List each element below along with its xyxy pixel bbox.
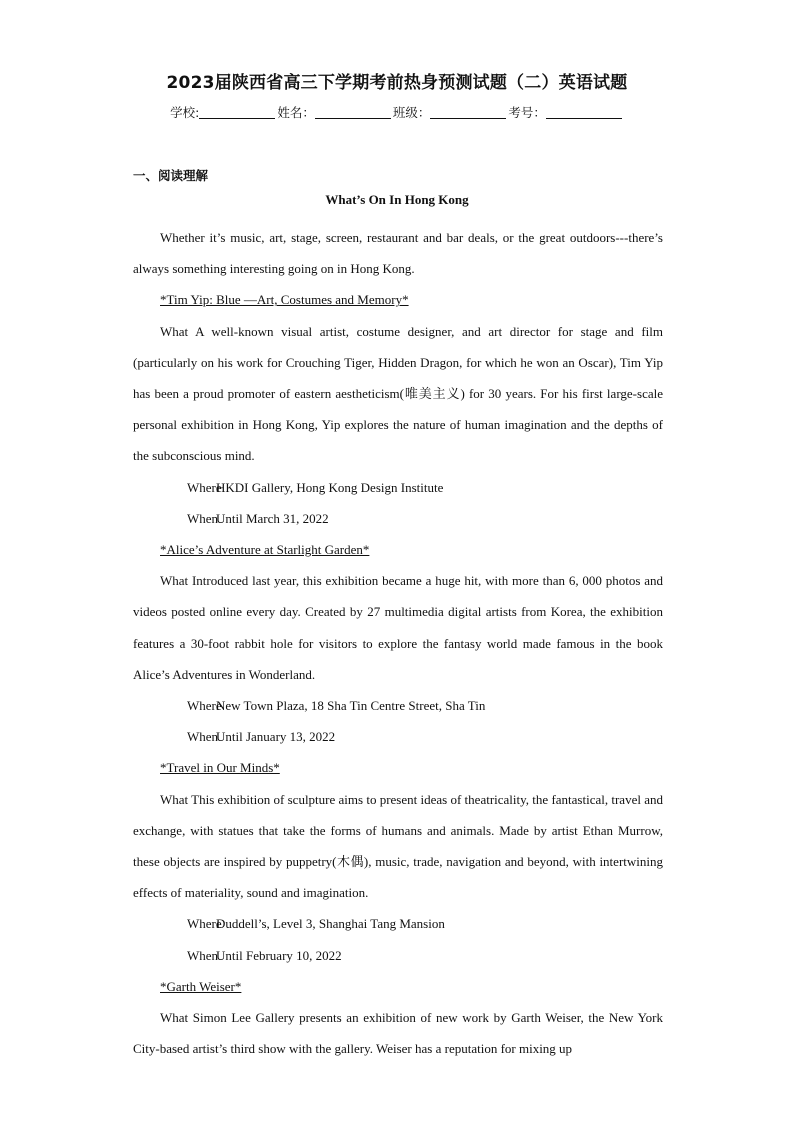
school-label: 学校: bbox=[170, 105, 200, 120]
exhibition-description: What A well-known visual artist, costume designer, and art director for stage and film (particularly on his work for Crouching Tiger, Hidden Dragon, for which he won an Oscar), Tim Yip has been a proud promoter of eastern aestheticism(唯美主义) for 30 years. For his first large-scale personal exhibition in Hong Kong, Yip explores the nature of human imagination and the depths of the subconscious mind. bbox=[133, 323, 663, 464]
exhibition-title: *Garth Weiser* bbox=[160, 978, 242, 994]
exhibition-where bbox=[133, 908, 663, 939]
exhibition-when bbox=[133, 940, 663, 971]
name-label: 姓名： bbox=[277, 105, 315, 120]
class-blank bbox=[430, 118, 506, 119]
where-value: Duddell’s, Level 3, Shanghai Tang Mansion bbox=[216, 916, 445, 932]
where-label: Where bbox=[187, 698, 222, 714]
class-label: 班级： bbox=[392, 105, 431, 120]
when-label: When bbox=[187, 510, 219, 526]
exhibition-description: What This exhibition of sculpture aims to present ideas of theatricality, the fantastical, travel and exchange, with statues that take the forms of humans and animals. Made by artist Ethan Murrow, these objects are inspired by puppetry(木偶), music, trade, navigation and beyond, with intertwining effects of materiality, sound and imagination. bbox=[133, 791, 663, 901]
exhibition-where bbox=[133, 690, 663, 721]
exhibition-where bbox=[133, 472, 663, 503]
exhibition-when bbox=[133, 721, 663, 752]
section-heading: 一、阅读理解 bbox=[133, 168, 209, 183]
where-value: New Town Plaza, 18 Sha Tin Centre Street, Sha Tin bbox=[216, 698, 486, 714]
school-blank bbox=[199, 118, 275, 119]
exhibition-description: What Introduced last year, this exhibition became a huge hit, with more than 6, 000 photos and videos posted online every day. Created by 27 multimedia digital artists from Korea, the exhibition features a 30-foot rabbit hole for visitors to explore the fantasy world made famous in the book Alice’s Adventures in Wonderland. bbox=[133, 573, 663, 682]
where-value: HKDI Gallery, Hong Kong Design Institute bbox=[216, 479, 444, 495]
where-label: Where bbox=[187, 916, 222, 932]
exhibition-description: What Simon Lee Gallery presents an exhibition of new work by Garth Weiser, the New York City-based artist’s third show with the gallery. Weiser has a reputation for mixing up bbox=[133, 1010, 663, 1057]
exhibition-title: *Travel in Our Minds* bbox=[160, 760, 280, 776]
name-blank bbox=[315, 118, 391, 119]
exhibition-when bbox=[133, 503, 663, 534]
when-value: Until February 10, 2022 bbox=[216, 947, 342, 963]
where-label: Where bbox=[187, 479, 222, 495]
when-value: Until January 13, 2022 bbox=[216, 729, 336, 745]
article-title: What’s On In Hong Kong bbox=[325, 192, 469, 207]
student-info-line bbox=[0, 103, 794, 121]
exhibition-title: *Alice’s Adventure at Starlight Garden* bbox=[160, 542, 370, 558]
number-blank bbox=[546, 118, 622, 119]
document-title: 2023届陕西省高三下学期考前热身预测试题（二）英语试题 bbox=[166, 73, 628, 93]
article-body bbox=[133, 222, 663, 1064]
number-label: 考号： bbox=[508, 105, 546, 120]
exhibition-title: *Tim Yip: Blue —Art, Costumes and Memory* bbox=[160, 292, 409, 308]
intro-paragraph: Whether it’s music, art, stage, screen, restaurant and bar deals, or the great outdoors---there’s always something interesting going on in Hong Kong. bbox=[133, 230, 663, 277]
when-label: When bbox=[187, 947, 219, 963]
when-value: Until March 31, 2022 bbox=[216, 510, 329, 526]
when-label: When bbox=[187, 729, 219, 745]
